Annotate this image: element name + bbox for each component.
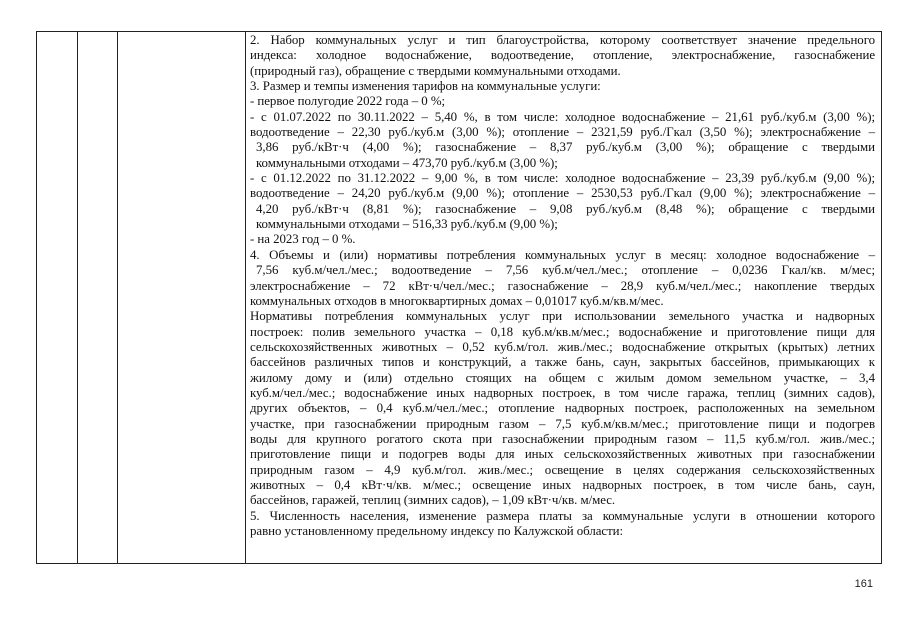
table-cell-text	[250, 33, 875, 539]
text-line: индекса: холодное водоснабжение, водоотведение, отопление, электроснабжение, газоснабжение	[250, 48, 875, 63]
column-divider	[245, 32, 246, 563]
text-line: коммунальными отходами – 473,70 руб./куб.м (3,00 %);	[256, 155, 558, 170]
text-line: водоотведение – 24,20 руб./куб.м (9,00 %); отопление – 2530,53 руб./Гкал (9,00 %); электроснабжение –	[250, 186, 875, 201]
text-line: построек: полив земельного участка – 0,18 куб.м/кв.м/мес.; водоснабжение и приготовление пищи для	[250, 324, 875, 339]
text-line: - с 01.12.2022 по 31.12.2022 – 9,00 %, в том числе: холодное водоснабжение – 23,39 руб./куб.м (9,00 %);	[250, 171, 875, 186]
text-line: 5. Численность населения, изменение размера платы за коммунальные услуги в отношении которого	[250, 508, 875, 523]
text-line: других объектов, – 0,4 куб.м/чел./мес.; отопление надворных построек, расположенных на земельном	[250, 401, 875, 416]
text-line: коммунальных отходов в многоквартирных домах – 0,01017 куб.м/кв.м/мес.	[250, 293, 664, 308]
text-line: 3. Размер и темпы изменения тарифов на коммунальные услуги:	[250, 79, 601, 94]
text-line: 3,86 руб./кВт·ч (4,00 %); газоснабжение – 8,37 руб./куб.м (3,00 %); обращение с твердыми	[256, 140, 875, 155]
text-line: сельскохозяйственных животных – 0,52 куб.м/гол. жив./мес.; водоснабжение открытых (крытых) летних	[250, 339, 875, 354]
text-line: жилому дому и (или) отдельно стоящих на общем с жилым домом земельном участке, – 3,4	[250, 370, 875, 385]
column-divider	[117, 32, 118, 563]
text-line: электроснабжение – 72 кВт·ч/чел./мес.; газоснабжение – 28,9 куб.м/чел./мес.; накопление твердых	[250, 278, 875, 293]
text-line: воды для крупного рогатого скота при газоснабжении природным газом – 11,5 куб.м/гол. жив./мес.;	[250, 431, 875, 446]
text-line: участке, при газоснабжении природным газом – 7,5 куб.м/кв.м/мес.; приготовление пищи и подогрев	[250, 416, 875, 431]
page-number: 161	[854, 578, 873, 590]
text-line: природным газом – 4,9 куб.м/гол. жив./мес.; освещение в целях содержания сельскохозяйственных	[250, 462, 875, 477]
text-line: - на 2023 год – 0 %.	[250, 232, 356, 247]
text-line: приготовление пищи и подогрев воды для иных сельскохозяйственных животных при газоснабжении	[250, 447, 875, 462]
text-line: равно установленному предельному индексу по Калужской области:	[250, 524, 624, 538]
column-divider	[77, 32, 78, 563]
text-line: 4,20 руб./кВт·ч (8,81 %); газоснабжение – 9,08 руб./куб.м (8,48 %); обращение с твердыми	[256, 201, 875, 216]
text-line: (природный газ), обращение с твердыми коммунальными отходами.	[250, 63, 621, 78]
text-line: 4. Объемы и (или) нормативы потребления коммунальных услуг в месяц: холодное водоснабжение –	[250, 247, 875, 262]
text-line: 7,56 куб.м/чел./мес.; водоотведение – 7,56 куб.м/чел./мес.; отопление – 0,0236 Гкал/кв. м/мес;	[256, 263, 875, 278]
text-line: - с 01.07.2022 по 30.11.2022 – 5,40 %, в том числе: холодное водоснабжение – 21,61 руб./куб.м (3,00 %);	[250, 109, 875, 124]
text-line: коммунальными отходами – 516,33 руб./куб.м (9,00 %);	[256, 217, 558, 232]
text-line: водоотведение – 22,30 руб./куб.м (3,00 %); отопление – 2321,59 руб./Гкал (3,50 %); электроснабжение –	[250, 125, 875, 140]
text-line: бассейнов различных типов и конструкций, а также бань, саун, закрытых бассейнов, примыкающих к	[250, 355, 875, 370]
text-line: - первое полугодие 2022 года – 0 %;	[250, 94, 446, 109]
text-line: Нормативы потребления коммунальных услуг при использовании земельного участка и надворных	[250, 309, 875, 324]
text-line: животных – 0,4 кВт·ч/кв. м/мес.; освещение иных надворных построек, в том числе бань, саун,	[250, 477, 875, 492]
text-line: 2. Набор коммунальных услуг и тип благоустройства, которому соответствует значение предельного	[250, 33, 875, 47]
text-line: бассейнов, гаражей, теплиц (зимних садов), – 1,09 кВт·ч/кв. м/мес.	[250, 493, 616, 508]
text-line: куб.м/чел./мес.; водоснабжение иных надворных построек, в том числе гаража, теплиц (зимних садов),	[250, 385, 875, 400]
